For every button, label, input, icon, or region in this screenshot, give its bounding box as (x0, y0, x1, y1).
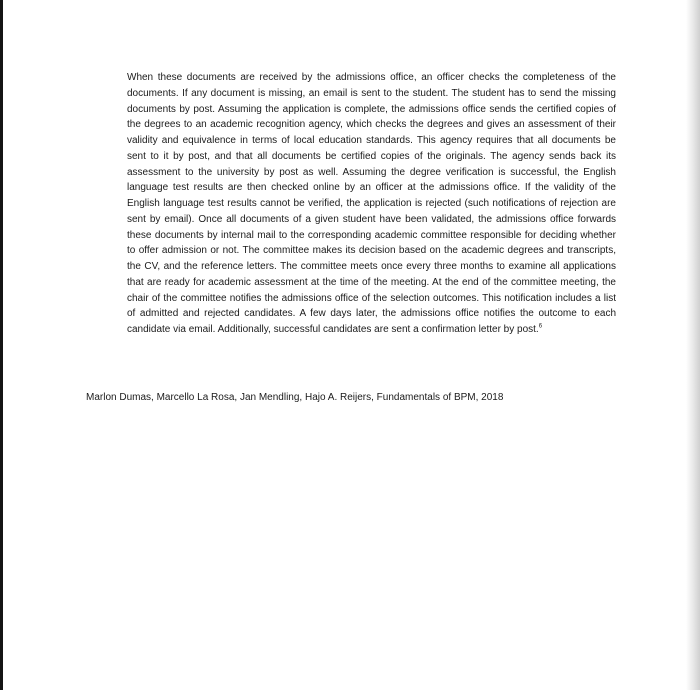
process-description-paragraph (127, 70, 616, 338)
paragraph-text: When these documents are received by the admissions office, an officer checks the completeness of the documents. If any document is missing, an email is sent to the student. The student has to send the missing documents by post. Assuming the application is complete, the admissions office sends the certified copies of the degrees to an academic recognition agency, which checks the degrees and gives an assessment of their validity and equivalence in terms of local education standards. This agency requires that all documents be sent to it by post, and that all documents be certified copies of the originals. The agency sends back its assessment to the university by post as well. Assuming the degree verification is successful, the English language test results are then checked online by an officer at the admissions office. If the validity of the English language test results cannot be verified, the application is rejected (such notifications of rejection are sent by email). Once all documents of a given student have been validated, the admissions office forwards these documents by internal mail to the corresponding academic committee responsible for deciding whether to offer admission or not. The committee makes its decision based on the academic degrees and transcripts, the CV, and the reference letters. The committee meets once every three months to examine all applications that are ready for academic assessment at the time of the meeting. At the end of the committee meeting, the chair of the committee notifies the admissions office of the selection outcomes. This notification includes a list of admitted and rejected candidates. A few days later, the admissions office notifies the outcome to each candidate via email. Additionally, successful candidates are sent a confirmation letter by post. (127, 72, 616, 335)
source-citation: Marlon Dumas, Marcello La Rosa, Jan Mendling, Hajo A. Reijers, Fundamentals of BPM, 2018 (86, 392, 504, 403)
right-edge-shadow (686, 0, 700, 690)
left-border (0, 0, 3, 690)
footnote-marker: 6 (538, 323, 543, 330)
